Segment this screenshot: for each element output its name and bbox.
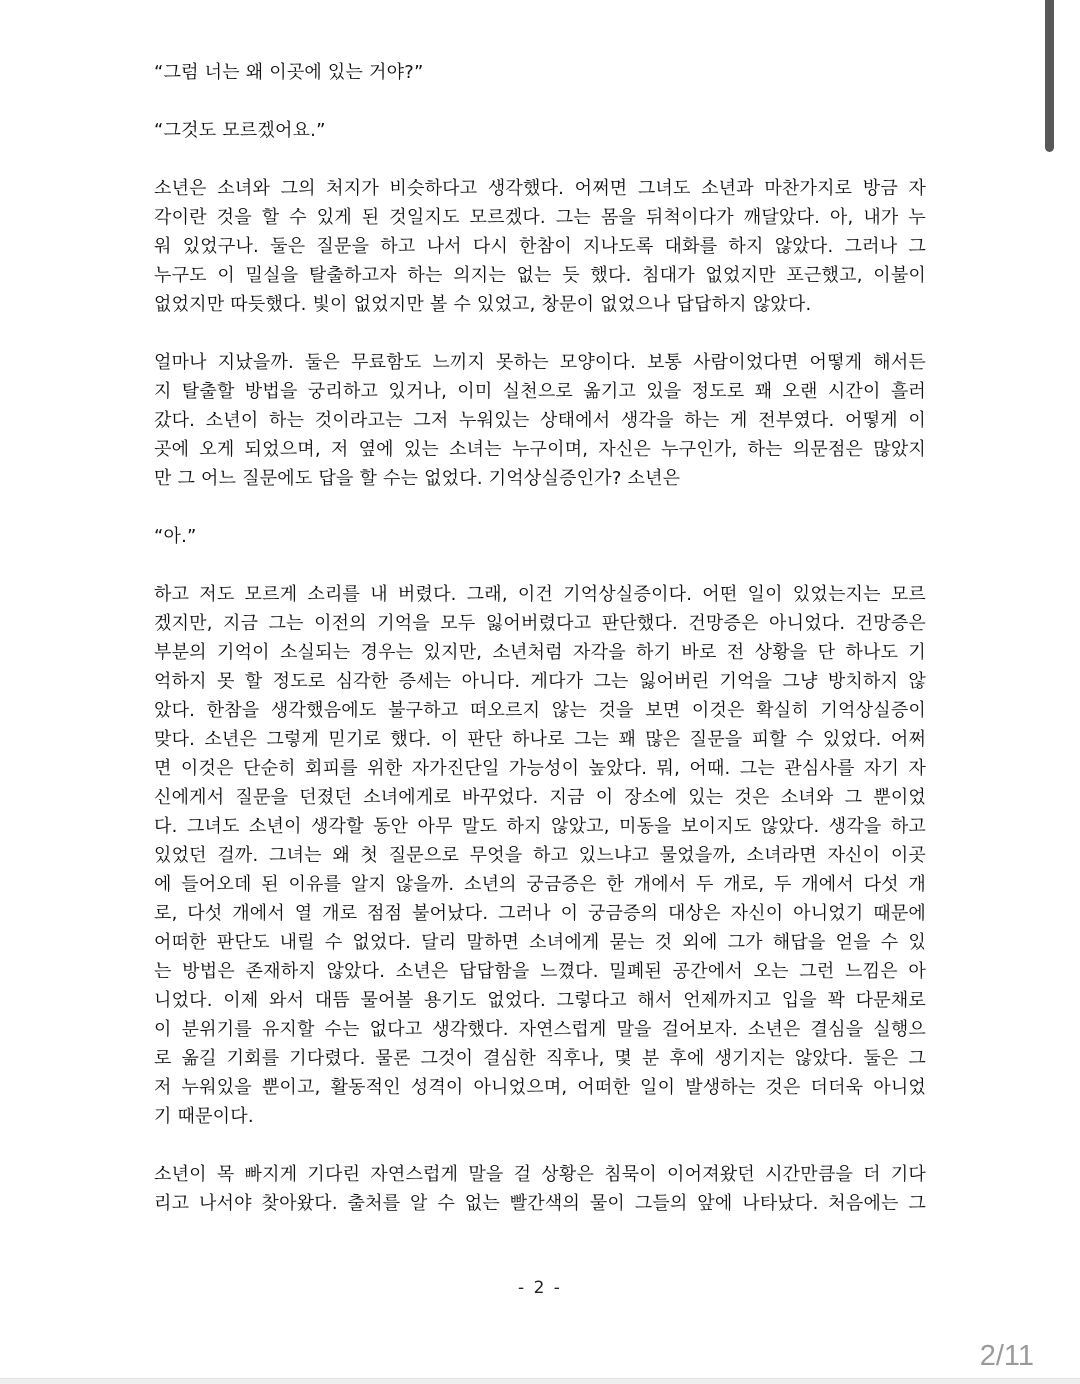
text-line: 로 옮길 기회를 기다렸다. 물론 그것이 결심한 직후나, 몇 분 후에 생기지는 않았다. 둘은 그 bbox=[154, 1048, 926, 1069]
text-line: 갔다. 소년이 하는 것이라고는 그저 누워있는 상태에서 생각을 하는 게 전부였다. 어떻게 이 bbox=[154, 410, 926, 431]
text-line: 다. 그녀도 소년이 생각할 동안 아무 말도 하지 않았고, 미동을 보이지도 않았다. 생각을 하고 bbox=[154, 816, 926, 837]
text-line: 워 있었구나. 둘은 질문을 하고 나서 다시 한참이 지나도록 대화를 하지 않았다. 그러나 그 bbox=[154, 236, 926, 257]
text-line: 이 분위기를 유지할 수는 없다고 생각했다. 자연스럽게 말을 걸어보자. 소년은 결심을 실행으 bbox=[154, 1019, 926, 1040]
text-line: 누구도 이 밀실을 탈출하고자 하는 의지는 없는 듯 했다. 침대가 없었지만 포근했고, 이불이 bbox=[154, 265, 926, 286]
text-line: 신에게서 질문을 던졌던 소녀에게로 바꾸었다. 지금 이 장소에 있는 것은 소녀와 그 뿐이었 bbox=[154, 787, 926, 808]
text-line: 소년은 소녀와 그의 처지가 비슷하다고 생각했다. 어쩌면 그녀도 소년과 마찬가지로 방금 자 bbox=[154, 178, 926, 199]
text-line: 는 방법은 존재하지 않았다. 소년은 답답함을 느꼈다. 밀폐된 공간에서 오는 그런 느낌은 아 bbox=[154, 961, 926, 982]
paragraph-3 bbox=[154, 174, 926, 319]
text-line: 지 탈출할 방법을 궁리하고 있거나, 이미 실천으로 옮기고 있을 정도로 꽤 오랜 시간이 흘러 bbox=[154, 381, 926, 402]
text-line: 에 들어오데 된 이유를 알지 않을까. 소년의 궁금증은 한 개에서 두 개로, 두 개에서 다섯 개 bbox=[154, 874, 926, 895]
paragraph-4 bbox=[154, 348, 926, 493]
text-line: 겠지만, 지금 그는 이전의 기억을 모두 잃어버렸다고 판단했다. 건망증은 아니었다. 건망증은 bbox=[154, 613, 926, 634]
text-line: 곳에 오게 되었으며, 저 옆에 있는 소녀는 누구이며, 자신은 누구인가, 하는 의문점은 많았지 bbox=[154, 439, 926, 460]
text-line: 맞다. 소년은 그렇게 믿기로 했다. 이 판단 하나로 그는 꽤 많은 질문을 피할 수 있었다. 어쩌 bbox=[154, 729, 926, 750]
page-number-footer: - 2 - bbox=[518, 1278, 562, 1298]
text-line: 부분의 기억이 소실되는 경우는 있지만, 소년처럼 자각을 하기 바로 전 상황을 단 하나도 기 bbox=[154, 642, 926, 663]
text-line: 기 때문이다. bbox=[154, 1106, 254, 1127]
text-line: 리고 나서야 찾아왔다. 출처를 알 수 없는 빨간색의 물이 그들의 앞에 나타났다. 처음에는 그 bbox=[154, 1193, 926, 1214]
text-line: “그것도 모르겠어요.” bbox=[154, 120, 326, 141]
text-line: “아.” bbox=[154, 526, 197, 547]
text-line: 억하지 못 할 정도로 심각한 증세는 아니다. 게다가 그는 잃어버린 기억을 그냥 방치하지 않 bbox=[154, 671, 926, 692]
page-indicator: 2/11 bbox=[979, 1340, 1034, 1372]
text-line: 없었지만 따듯했다. 빛이 없었지만 볼 수 있었고, 창문이 없었으나 답답하지 않았다. bbox=[154, 294, 812, 315]
text-line: 소년이 목 빠지게 기다린 자연스럽게 말을 걸 상황은 침묵이 이어져왔던 시간만큼을 더 기다 bbox=[154, 1164, 926, 1185]
text-line: 면 이것은 단순히 회피를 위한 자가진단일 가능성이 높았다. 뭐, 어때. 그는 관심사를 자기 자 bbox=[154, 758, 926, 779]
paragraph-6 bbox=[154, 580, 926, 1131]
text-line: 하고 저도 모르게 소리를 내 버렸다. 그래, 이건 기억상실증이다. 어떤 일이 있었는지는 모르 bbox=[154, 584, 926, 605]
text-line: 있었던 걸까. 그녀는 왜 첫 질문으로 무엇을 하고 있느냐고 물었을까, 소녀라면 자신이 이곳 bbox=[154, 845, 926, 866]
text-line: 니었다. 이제 와서 대뜸 물어볼 용기도 없었다. 그렇다고 해서 언제까지고 입을 꽉 다문채로 bbox=[154, 990, 926, 1011]
text-line: 았다. 한참을 생각했음에도 불구하고 떠오르지 않는 것을 보면 이것은 확실히 기억상실증이 bbox=[154, 700, 926, 721]
paragraph-dialogue-1 bbox=[154, 58, 926, 87]
text-line: 만 그 어느 질문에도 답을 할 수는 없었다. 기억상실증인가? 소년은 bbox=[154, 468, 681, 489]
text-line: 로, 다섯 개에서 열 개로 점점 불어났다. 그러나 이 궁금증의 대상은 자신이 아니었기 때문에 bbox=[154, 903, 926, 924]
text-line: 얼마나 지났을까. 둘은 무료함도 느끼지 못하는 모양이다. 보통 사람이었다면 어떻게 해서든 bbox=[154, 352, 926, 373]
paragraph-7 bbox=[154, 1160, 926, 1218]
bottom-edge-bar bbox=[0, 1378, 1080, 1384]
paragraph-dialogue-3 bbox=[154, 522, 926, 551]
text-line: “그럼 너는 왜 이곳에 있는 거야?” bbox=[154, 62, 424, 83]
text-line: 어떠한 판단도 내릴 수 없었다. 달리 말하면 소녀에게 묻는 것 외에 그가 해답을 얻을 수 있 bbox=[154, 932, 926, 953]
paragraph-dialogue-2 bbox=[154, 116, 926, 145]
scrollbar-thumb[interactable] bbox=[1045, 0, 1054, 152]
text-line: 각이란 것을 할 수 있게 된 것일지도 모르겠다. 그는 몸을 뒤척이다가 깨달았다. 아, 내가 누 bbox=[154, 207, 926, 228]
text-line: 저 누워있을 뿐이고, 활동적인 성격이 아니었으며, 어떠한 일이 발생하는 것은 더더욱 아니었 bbox=[154, 1077, 926, 1098]
